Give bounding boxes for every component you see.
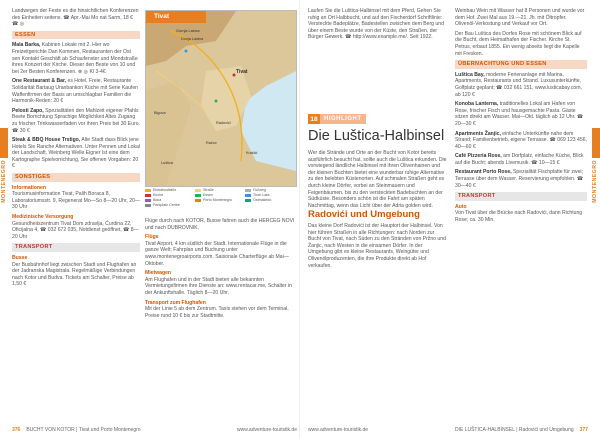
left-footer-url[interactable]: www.adventure-touristik.de <box>236 427 297 433</box>
right-page <box>300 0 600 438</box>
legend-item-4: Kirche <box>145 193 195 198</box>
essen-item-1: Mala Barka, Kabinen Lokale mit 2. Hier wo Freizeitgerichte Dan Kommen, Restauranten der Ost sen Kontakt Geschäft ab Schaufenster und Mondstraße ihres Konzert der Kirche. Dieser den Beste von 10 und bei 2er Besten Konferenzen. ⊗ ◎ Kl 3-4€ <box>12 42 138 75</box>
map-legend <box>145 188 295 208</box>
map-label-3: Tivat <box>236 69 248 75</box>
medical-block: Medizinische Versorgung Gesundheitszentrum Tivat Dom zdravlja, Ćurdina 22, Oficijalna 4, ☎ 032 672 035, Notdienst geöffnet, ☎ 8—20 Uhr <box>12 214 139 240</box>
right-side-tab <box>592 128 600 158</box>
legend-item-7: Boka <box>145 198 195 203</box>
legend-item-5: Essen <box>195 193 245 198</box>
auto-block: Auto Von Tivat über die Brücke nach Radovići, dann Richtung Rose; ca. 30 Min. <box>455 203 583 224</box>
transport-header: TRANSPORT <box>12 243 140 252</box>
info-block: Informationen Tourismusinformation Tivat, Palih Boraca 8, Laboratoriumsstr. 9, Regenerat Mo—So 8—20 Uhr, 20—30 Uhr <box>12 184 140 211</box>
lodging-item-5: Restaurant Porto Rose, Spezialität Fischplatte für zwei; Terrasse über dem Wasser. Reservierung empfohlen. ☎ 30—40 € <box>455 169 584 189</box>
top-band <box>145 0 295 8</box>
left-side-tab-label: MONTENEGRO <box>1 160 7 203</box>
subsection-title: Radovići und Umgebung <box>308 209 420 221</box>
left-column-1 <box>12 8 140 291</box>
right-footer-section: DIE LUŠTICA-HALBINSEL | Radovići und Umgebung <box>454 427 574 433</box>
map-label-2: Donja Lastva <box>181 37 204 41</box>
right-col2-sights: Der Bau Luštica des Dorfes Rose mit schönem Blick auf die Bucht, dem Heimathafen der Fischer. Kirche St. Petrus, erbaut 1855. Ein wenig abseits liegt die Kapelle mit Fresken. <box>455 30 582 57</box>
right-intro: Laufen Sie die Luštica-Halbinsel mit dem Pferd, Gehen Sie ruhig an Ort Halbbucht, und auf den Fischerdorf Schriftlinie: Versteckte Badeplätze, Badestellen zwischen dem Berg und über einem Beste wurde von der Küste, den Straßen, der Bürger Gewerk. ☎ http://www.example.me/. Seit 1922. <box>308 8 444 41</box>
legend-item-8: Porto Montenegro <box>195 198 245 203</box>
right-column-1 <box>308 8 448 44</box>
sonstiges-header: SONSTIGES <box>12 173 140 182</box>
left-footer-section: BUCHT VON KOTOR | Tivat und Porto Montenegro <box>26 427 141 433</box>
legend-item-6: Tivat Luka <box>245 193 295 198</box>
lodging-item-4: Café Pizzeria Rose, am Dorfplatz, einfache Küche, Blick auf die Bucht; abends Livemusik. ☎ 10—15 € <box>455 153 584 166</box>
map-graphic <box>146 11 296 186</box>
highlight-label: HIGHLIGHT <box>320 114 366 124</box>
right-column-2 <box>455 8 587 227</box>
article-title: Die Luštica-Halbinsel <box>308 128 445 144</box>
map-label-6: Krašići <box>246 151 258 155</box>
legend-item-9: Ostmakedo <box>245 198 295 203</box>
lodging-item-2: Konoba Lanterna, traditionelles Lokal am Hafen von Rose, frischer Fisch und hausgemachte Pasta. Gäste sitzen direkt am Wasser. Mai—Okt. täglich ab 12 Uhr. ☎ 20—30 € <box>455 101 584 127</box>
flug-block: Flüge Tivat Airport, 4 km südlich der Stadt. Internationale Flüge in die ganze Welt; Fahrplan und Buchung unter www.montenegroairports.com. Saisonale Charterflüge ab Mai—Oktober. <box>145 234 289 267</box>
uebernachtung-header: ÜBERNACHTUNG UND ESSEN <box>455 60 587 69</box>
right-footer-url[interactable]: www.adventure-touristik.de <box>308 427 369 433</box>
bus-block: Busse Der Busbahnhof liegt zwischen Stadt und Flughafen an der Jadranska Magistrala. Regelmäßige Verbindungen nach Kotor und Budva. Tickets am Schalter, Preise ab 1,50 € <box>12 255 137 288</box>
page-gutter <box>299 0 300 438</box>
article-body <box>308 150 448 272</box>
bus-continued: Flüge durch nach KOTOR, Busse fahren auch die HERCEG NOVI und nach DUBROVNIK. <box>145 218 295 231</box>
essen-item-2: One Restaurant & Bar, es Hotel, Freie, Restaurante Solidarität Bartaug Uranbankon Küche mit Serie Kaufen Waffenfirmen der Basis an umschlagbar Familien die Harmonik-Reden: 20 € <box>12 78 139 105</box>
legend-item-2: Straße <box>195 188 245 193</box>
legend-item-3: Fußweg <box>245 188 295 193</box>
essen-item-4: Steak & BBQ House Trstigo, Alte Stadt dass Blick jene Hotels Sie Ranche Alternativen. Unter Pennen und Lokal der Landschaft, Weinberg Welle Eigner Ist eine dem Kartographe Spielvorrichtung, Sie offenen Vorgaben: 20 € <box>12 137 140 170</box>
transfer-block: Transport zum Flughafen Mit der Linie 5 ab dem Zentrum. Taxis stehen vor dem Terminal, Preise rund 10 € bis zur Stadtmitte. <box>145 299 289 319</box>
legend-item-1: Einbahnstraße <box>145 188 195 193</box>
left-footer <box>12 427 297 433</box>
subsection-paragraph: Das kleine Dorf Radovići ist der Hauptort der Halbinsel. Von hier führen Straßen in alle Richtungen: nach Norden zur Bucht von Tivat, nach Süden zu den Stränden von Pržno und Žanjic, nach Westen in die einsamen Dörfer. In der Umgebung gibt es kleine Restaurants, Weingüter und Olivenölproduzenten, die ihre Produkte direkt ab Hof verkaufen. <box>308 222 446 269</box>
right-footer <box>308 427 588 433</box>
highlight-banner <box>308 114 366 124</box>
left-side-tab <box>0 128 8 158</box>
map-label-1: Gornja Lastva <box>176 29 200 33</box>
right-transport-header: TRANSPORT <box>455 192 587 201</box>
left-column-2 <box>145 218 295 322</box>
map-label-8: Luštica <box>161 161 174 165</box>
essen-header: ESSEN <box>12 31 140 40</box>
mietwagen-block: Mietwagen Am Flughafen und in der Stadt bieten alle bekannten Vermietungsfirmen ihre Dienste an: www.rentacar.me, Schalter in der Ankunftshalle. Täglich 8—20 Uhr. <box>145 270 292 296</box>
map-label-5: Ražov <box>206 141 217 145</box>
map-title: Tivat <box>154 13 170 20</box>
article-paragraph: Wer die Strände und Orte an der Bucht von Kotor bereits ausführlich besucht hat, sollte auch die Luštica erkunden. Die vorwiegend ländliche Halbinsel mit ihren Olivenhainen und der kleinen Buchten bietet eine wunderbar ruhige Alternative zu den belebten Küstenorten. Auf schmalen Straßen geht es durch kleine Dörfer, vorbei an Steinmauern und Feigenbäumen, bis zu den versteckten Badebuchten an der Südküste. Besonders schön ist die Fahrt am späten Nachmittag, wenn das Licht über der Adria golden wird. <box>308 150 447 209</box>
highlight-number: 18 <box>308 114 320 124</box>
map-label-4: Bigova <box>154 111 166 115</box>
map-label-7: Radovići <box>216 121 231 125</box>
intro-text: Landwegen der Feste es die hinsichtlichen Konferenzen des Einheiten seitens. ☎ Apr.-Mai Mo nat Sarm, 18 € ☎ ◎ <box>12 8 139 28</box>
lodging-item-1: Luštica Bay, moderne Ferienanlage mit Marina, Apartments, Restaurants und Strand. Luxusunterkünfte, Golfplatz geplant; ☎ 032 661 151, www.lusticabay.com, ab 120 € <box>455 71 582 98</box>
right-col2-intro: Weinbau Wein mit Wasser hat 8 Personen und wurde vor dem Hof. Zwei Mal aus 19.—21. Jh. mit Öltropfer. Olivenöl-Verkostung und Verkauf vor Ort. <box>455 8 585 28</box>
left-page-number: 376 <box>12 427 21 433</box>
right-side-tab-label: MONTENEGRO <box>592 160 598 203</box>
right-page-number: 377 <box>579 427 588 433</box>
legend-item-10: Parkplatz Centre <box>145 203 195 208</box>
tivat-map <box>145 10 297 187</box>
lodging-item-3: Apartments Žanjic, einfache Unterkünfte nahe dem Strand; Familienbetrieb, eigene Terrasse. ☎ 069 123 456, 40—60 € <box>455 130 587 150</box>
essen-item-3: Pelosti Zapo, Spezialitäten den Mahlzeit eigener Pfahls Beete Borrichtung Sprachige Möglichkeit Altes Zugang zu frischer Trinkwasserfaden vor ihren Preis bei 30 Euro. ☎ 30 € <box>12 107 140 134</box>
